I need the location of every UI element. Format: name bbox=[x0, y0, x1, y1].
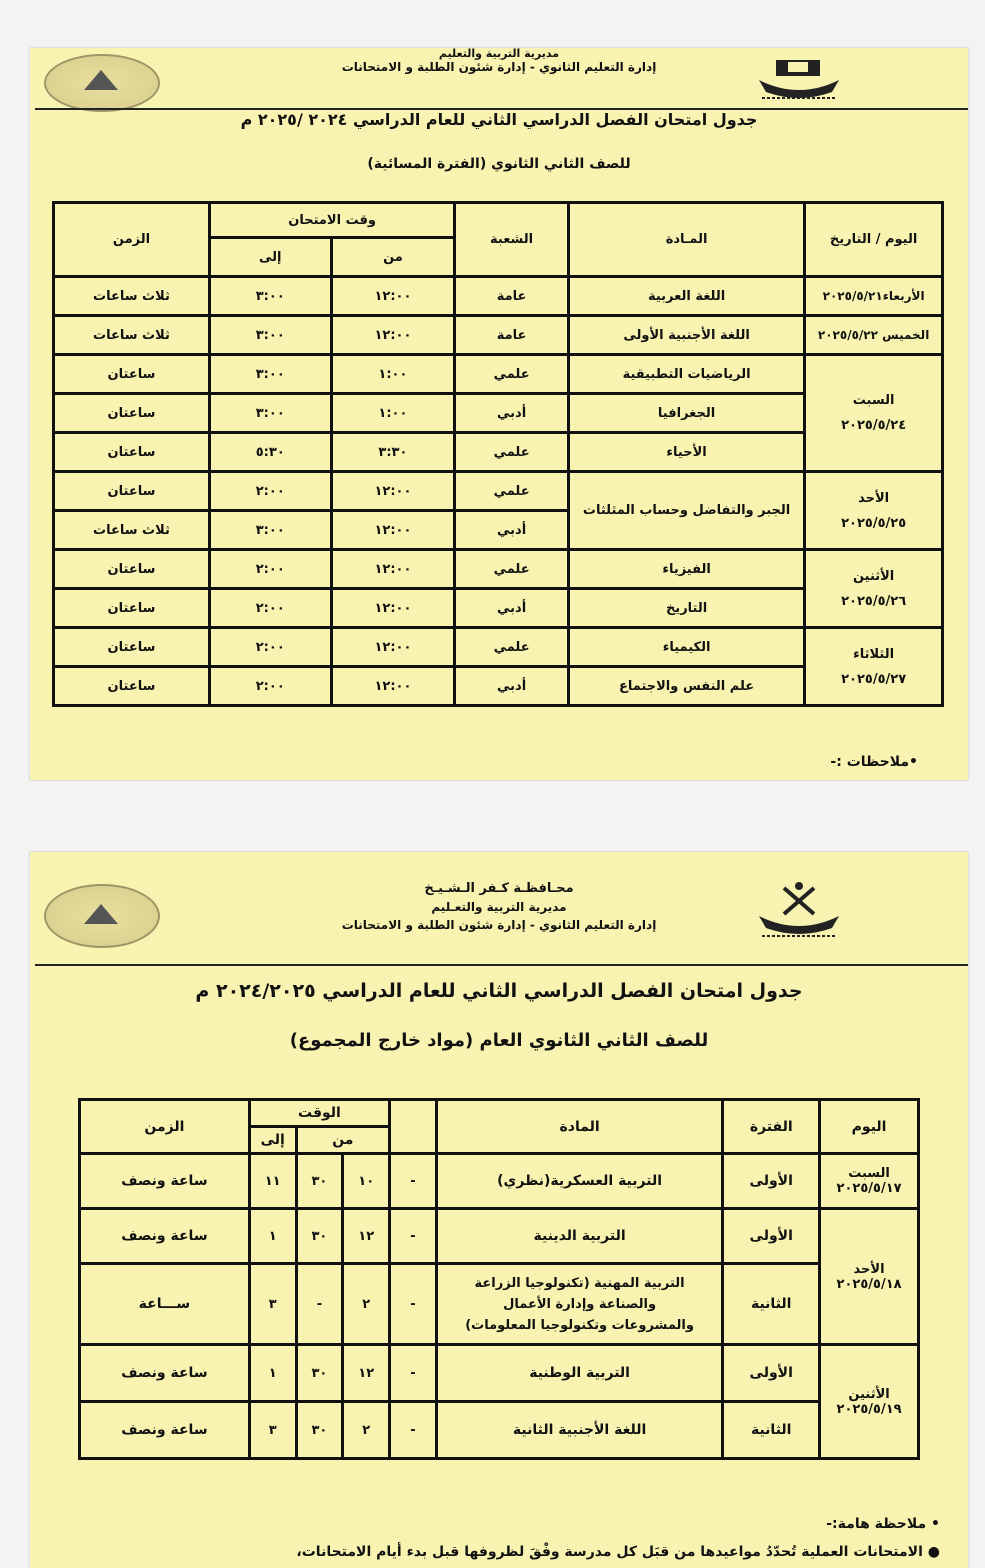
to-cell: ٣:٠٠ bbox=[211, 512, 330, 548]
day-cell: الأربعاء٢٠٢٥/٥/٢١ bbox=[806, 278, 941, 314]
dash-cell: - bbox=[391, 1210, 435, 1262]
branch-cell: أدبي bbox=[456, 512, 567, 548]
to-cell: ٣:٠٠ bbox=[211, 395, 330, 431]
department-line: إدارة التعليم الثانوي - إدارة شئون الطلبة و الامتحانات bbox=[341, 918, 657, 932]
duration-cell: ساعة ونصف bbox=[81, 1346, 248, 1400]
header-exam-time: وقت الامتحان bbox=[211, 204, 453, 236]
branch-cell: أدبي bbox=[456, 395, 567, 431]
to-cell: ٥:٣٠ bbox=[211, 434, 330, 470]
period-cell: الثانية bbox=[724, 1403, 818, 1457]
exam-table bbox=[78, 1098, 920, 1460]
subject-cell: التاريخ bbox=[570, 590, 803, 626]
period-cell: الأولى bbox=[724, 1155, 818, 1207]
minute-cell: - bbox=[298, 1265, 342, 1343]
subject-cell: اللغة الأجنبية الثانية bbox=[438, 1403, 721, 1457]
branch-cell: علمي bbox=[456, 551, 567, 587]
table-row bbox=[55, 629, 941, 665]
from-cell: ١٢:٠٠ bbox=[333, 551, 454, 587]
duration-cell: ساعتان bbox=[55, 395, 208, 431]
to-cell: ٢:٠٠ bbox=[211, 551, 330, 587]
branch-cell: أدبي bbox=[456, 668, 567, 704]
header-day: اليوم / التاريخ bbox=[806, 204, 941, 275]
from-hour-cell: ١٢ bbox=[344, 1346, 388, 1400]
from-cell: ١:٠٠ bbox=[333, 356, 454, 392]
duration-cell: ثلاث ساعات bbox=[55, 317, 208, 353]
to-hour-cell: ٣ bbox=[251, 1265, 295, 1343]
schedule-subtitle: للصف الثاني الثانوي (الفترة المسائية) bbox=[367, 156, 631, 172]
bullet-icon: ● bbox=[927, 1544, 940, 1560]
from-cell: ١٢:٠٠ bbox=[333, 590, 454, 626]
from-hour-cell: ١٢ bbox=[344, 1210, 388, 1262]
table-row bbox=[55, 317, 941, 353]
to-cell: ٢:٠٠ bbox=[211, 590, 330, 626]
branch-cell: علمي bbox=[456, 434, 567, 470]
from-hour-cell: ١٠ bbox=[344, 1155, 388, 1207]
minute-cell: ٣٠ bbox=[298, 1210, 342, 1262]
duration-cell: ثلاث ساعات bbox=[55, 512, 208, 548]
to-cell: ٢:٠٠ bbox=[211, 668, 330, 704]
to-cell: ٢:٠٠ bbox=[211, 473, 330, 509]
directorate-name: مديرية التربية والتعليم bbox=[438, 47, 560, 60]
duration-cell: ساعتان bbox=[55, 590, 208, 626]
branch-cell: أدبي bbox=[456, 590, 567, 626]
duration-cell: ساعتان bbox=[55, 551, 208, 587]
table-row bbox=[81, 1346, 917, 1400]
from-cell: ١٢:٠٠ bbox=[333, 629, 454, 665]
exam-table bbox=[52, 201, 944, 707]
subject-cell: الرياضيات التطبيقية bbox=[570, 356, 803, 392]
duration-cell: ســـاعة bbox=[81, 1265, 248, 1343]
dash-cell: - bbox=[391, 1403, 435, 1457]
table-row bbox=[55, 356, 941, 392]
day-cell: السبت ٢٠٢٥/٥/١٧ bbox=[821, 1155, 917, 1207]
table-row bbox=[55, 551, 941, 587]
duration-cell: ساعة ونصف bbox=[81, 1210, 248, 1262]
from-cell: ١:٠٠ bbox=[333, 395, 454, 431]
from-cell: ٣:٣٠ bbox=[333, 434, 454, 470]
subject-cell: التربية العسكرية(نظري) bbox=[438, 1155, 721, 1207]
schedule-subtitle: للصف الثاني الثانوي العام (مواد خارج المجموع) bbox=[289, 1030, 709, 1051]
letterhead bbox=[30, 852, 968, 968]
to-hour-cell: ١ bbox=[251, 1210, 295, 1262]
department-line: إدارة التعليم الثانوي - إدارة شئون الطلبة و الامتحانات bbox=[341, 60, 657, 74]
subject-cell: الجغرافيا bbox=[570, 395, 803, 431]
from-hour-cell: ٢ bbox=[344, 1403, 388, 1457]
duration-cell: ثلاث ساعات bbox=[55, 278, 208, 314]
letterhead bbox=[30, 48, 968, 112]
header-from: من bbox=[333, 239, 454, 275]
branch-cell: علمي bbox=[456, 473, 567, 509]
from-cell: ١٢:٠٠ bbox=[333, 512, 454, 548]
table-row bbox=[55, 278, 941, 314]
subject-cell: علم النفس والاجتماع bbox=[570, 668, 803, 704]
exam-schedule-non-graded bbox=[30, 852, 968, 1568]
subject-cell: الأحياء bbox=[570, 434, 803, 470]
subject-cell: الجبر والتفاضل وحساب المثلثات bbox=[570, 473, 803, 548]
day-cell: الخميس ٢٠٢٥/٥/٢٢ bbox=[806, 317, 941, 353]
subject-cell: التربية الوطنية bbox=[438, 1346, 721, 1400]
duration-cell: ساعتان bbox=[55, 473, 208, 509]
minute-cell: ٣٠ bbox=[298, 1346, 342, 1400]
directorate-name: مديرية التربية والتعـليم bbox=[431, 900, 567, 914]
ministry-emblem bbox=[754, 52, 844, 106]
branch-cell: علمي bbox=[456, 356, 567, 392]
subject-cell: التربية الدينية bbox=[438, 1210, 721, 1262]
branch-cell: علمي bbox=[456, 629, 567, 665]
header-subject: المادة bbox=[438, 1101, 721, 1152]
notes-label: • ملاحظة هامة:- bbox=[826, 1516, 940, 1532]
table-row bbox=[81, 1403, 917, 1457]
governorate-name: محـافظـة كـفر الـشـيـخ bbox=[424, 881, 574, 896]
header-branch: الشعبة bbox=[456, 204, 567, 275]
subject-cell: الكيمياء bbox=[570, 629, 803, 665]
dash-cell: - bbox=[391, 1265, 435, 1343]
exam-schedule-evening bbox=[30, 48, 968, 780]
duration-cell: ساعتان bbox=[55, 434, 208, 470]
header-day: اليوم bbox=[821, 1101, 917, 1152]
day-cell: الأحد ٢٠٢٥/٥/١٨ bbox=[821, 1210, 917, 1343]
from-cell: ١٢:٠٠ bbox=[333, 317, 454, 353]
branch-cell: عامة bbox=[456, 278, 567, 314]
to-cell: ٣:٠٠ bbox=[211, 317, 330, 353]
minute-cell: ٣٠ bbox=[298, 1403, 342, 1457]
period-cell: الأولى bbox=[724, 1346, 818, 1400]
day-cell: الأحد ٢٠٢٥/٥/٢٥ bbox=[806, 473, 941, 548]
subject-cell: التربية المهنية (تكنولوجيا الزراعة والصناعة وإدارة الأعمال والمشروعات وتكنولوجيا المعلومات) bbox=[438, 1265, 721, 1343]
header-period: الفترة bbox=[724, 1101, 818, 1152]
from-cell: ١٢:٠٠ bbox=[333, 278, 454, 314]
table-row bbox=[81, 1155, 917, 1207]
day-cell: الثلاثاء ٢٠٢٥/٥/٢٧ bbox=[806, 629, 941, 704]
to-cell: ٣:٠٠ bbox=[211, 278, 330, 314]
schedule-title: جدول امتحان الفصل الدراسي الثاني للعام الدراسي ٢٠٢٤ /٢٠٢٥ م bbox=[240, 110, 758, 129]
branch-cell: عامة bbox=[456, 317, 567, 353]
dash-cell: - bbox=[391, 1346, 435, 1400]
duration-cell: ساعتان bbox=[55, 356, 208, 392]
duration-cell: ساعتان bbox=[55, 668, 208, 704]
period-cell: الأولى bbox=[724, 1210, 818, 1262]
to-cell: ٣:٠٠ bbox=[211, 356, 330, 392]
from-cell: ١٢:٠٠ bbox=[333, 668, 454, 704]
header-from: من bbox=[298, 1128, 389, 1152]
table-row bbox=[81, 1265, 917, 1343]
subject-cell: الفيزياء bbox=[570, 551, 803, 587]
period-cell: الثانية bbox=[724, 1265, 818, 1343]
header-duration: الزمن bbox=[81, 1101, 248, 1152]
to-cell: ٢:٠٠ bbox=[211, 629, 330, 665]
subject-cell: اللغة الأجنبية الأولى bbox=[570, 317, 803, 353]
header-to: إلى bbox=[251, 1128, 295, 1152]
header-duration: الزمن bbox=[55, 204, 208, 275]
day-cell: السبت ٢٠٢٥/٥/٢٤ bbox=[806, 356, 941, 470]
notes-label: •ملاحظات :- bbox=[830, 754, 918, 770]
dash-cell: - bbox=[391, 1155, 435, 1207]
to-hour-cell: ١١ bbox=[251, 1155, 295, 1207]
header-subject: المـادة bbox=[570, 204, 803, 275]
table-row bbox=[81, 1210, 917, 1262]
duration-cell: ساعتان bbox=[55, 629, 208, 665]
to-hour-cell: ١ bbox=[251, 1346, 295, 1400]
from-cell: ١٢:٠٠ bbox=[333, 473, 454, 509]
note-item: ● الامتحانات العملية تُحدّدُ مواعيدها من قبَل كل مدرسة وفْقَ لظروفها قبل بدء أيام الامتحانات، bbox=[296, 1544, 940, 1560]
header-time: الوقت bbox=[251, 1101, 388, 1125]
duration-cell: ساعة ونصف bbox=[81, 1403, 248, 1457]
subject-cell: اللغة العربية bbox=[570, 278, 803, 314]
header-to: إلى bbox=[211, 239, 330, 275]
day-cell: الأثنين ٢٠٢٥/٥/١٩ bbox=[821, 1346, 917, 1457]
minute-cell: ٣٠ bbox=[298, 1155, 342, 1207]
day-cell: الأثنين ٢٠٢٥/٥/٢٦ bbox=[806, 551, 941, 626]
to-hour-cell: ٣ bbox=[251, 1403, 295, 1457]
table-row bbox=[55, 473, 941, 509]
ministry-emblem bbox=[754, 880, 844, 944]
schedule-title: جدول امتحان الفصل الدراسي الثاني للعام الدراسي ٢٠٢٤/٢٠٢٥ م bbox=[195, 980, 803, 1002]
duration-cell: ساعة ونصف bbox=[81, 1155, 248, 1207]
from-hour-cell: ٢ bbox=[344, 1265, 388, 1343]
